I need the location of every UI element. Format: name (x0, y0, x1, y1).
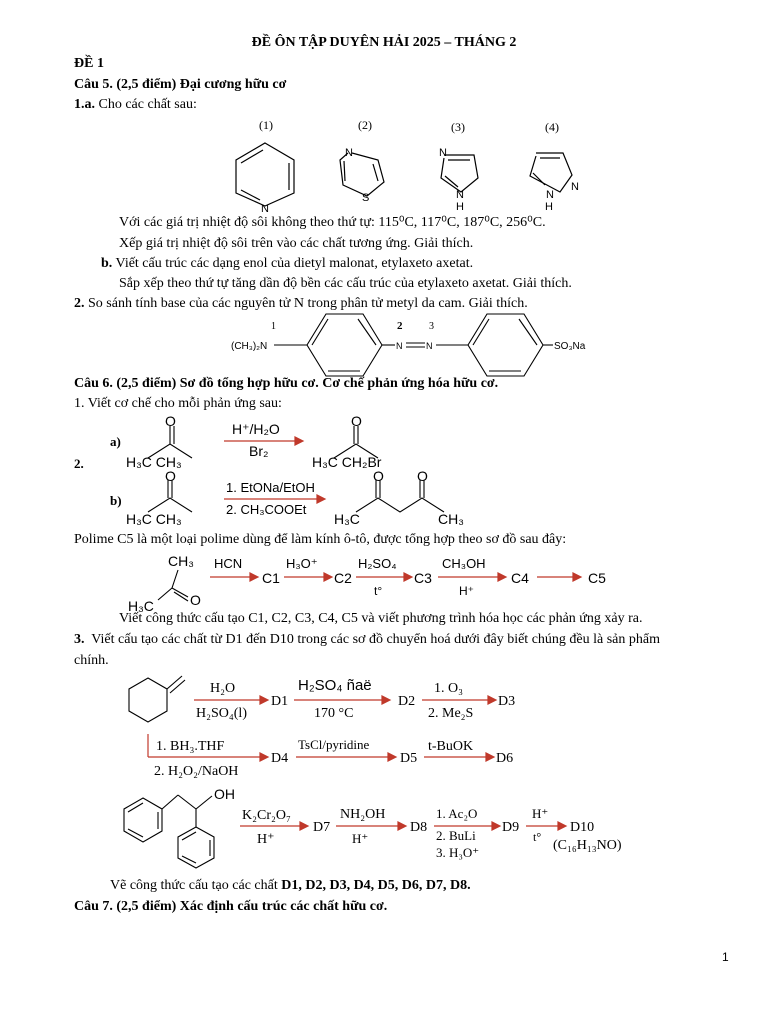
scheme-c3: C3 (414, 570, 432, 586)
scheme-r3-bottom: t° (374, 584, 383, 598)
scheme-r3-top: H₂SO₄ (358, 556, 397, 571)
acetone-o: O (190, 592, 201, 608)
question-5-title: Câu 5. (2,5 điểm) Đại cương hữu cơ (74, 77, 287, 92)
polime-line: Polime C5 là một loại polime dùng để làm kính ô-tô, được tổng hợp theo sơ đồ sau đây: (74, 532, 567, 547)
d-b3-top: t-BuOK (428, 739, 474, 754)
acetone-h3c: H₃C (128, 598, 154, 614)
d-d9: D9 (502, 820, 520, 835)
draw-line: Vẽ công thức cấu tạo các chất D1, D2, D3, D4, D5, D6, D7, D8. (110, 878, 471, 893)
q6-1: 1. Viết cơ chế cho mỗi phản ứng sau: (74, 396, 282, 411)
svg-text:CH₃: CH₃ (438, 511, 464, 527)
boiling-points-line: Với các giá trị nhiệt độ sôi không theo thứ tự: 115⁰C, 117⁰C, 187⁰C, 256⁰C. (119, 215, 546, 230)
d-a2-bottom: 170 °C (314, 706, 354, 721)
d-d10-formula: (C₁₆H₁₃NO) (553, 838, 622, 853)
mol-label-2: (2) (358, 118, 372, 132)
d-c4-top: H⁺ (532, 806, 549, 821)
dye-left-group: (CH₃)₂N (231, 341, 268, 352)
rxn-a-product: H₃C CH₂Br (312, 454, 382, 470)
svg-text:N: N (396, 341, 403, 351)
d-a1-top: H₂O (210, 681, 236, 696)
d-b1-top: 1. BH₃.THF (156, 739, 225, 754)
d-c2-bottom: H⁺ (352, 831, 369, 846)
d-b2-top: TsCl/pyridine (298, 737, 370, 752)
d-d8: D8 (410, 820, 428, 835)
exam-number: ĐỀ 1 (74, 56, 104, 71)
q6-2-label: 2. (74, 456, 84, 471)
svg-text:H: H (456, 201, 464, 213)
d-d5: D5 (400, 751, 418, 766)
q5-1a: 1.a. Cho các chất sau: (74, 97, 197, 112)
svg-text:H₃C: H₃C (334, 511, 360, 527)
q6-3-cont: chính. (74, 653, 109, 668)
d-b1-bottom: 2. H₂O₂/NaOH (154, 764, 239, 779)
mol-label-3: (3) (451, 120, 465, 134)
question-7-title: Câu 7. (2,5 điểm) Xác định cấu trúc các chất hữu cơ. (74, 899, 388, 914)
dye-n2: 2 (397, 320, 403, 332)
svg-text:N: N (426, 341, 433, 351)
dye-right-group: SO₃Na (554, 341, 586, 352)
d-d6: D6 (496, 751, 514, 766)
scheme-c5: C5 (588, 570, 606, 586)
rxn-a-reactant: H₃C CH₃ (126, 454, 182, 470)
scheme-r4-bottom: H⁺ (459, 584, 474, 598)
svg-text:O: O (165, 413, 176, 429)
d-oh: OH (214, 786, 235, 802)
d-c4-bottom: t° (533, 830, 542, 844)
d-d2: D2 (398, 694, 416, 709)
q6-3: 3. Viết cấu tạo các chất từ D1 đến D10 trong các sơ đồ chuyển hoá dưới đây biết chúng đều là sản phẩm (74, 632, 660, 647)
d-a1-bottom: H₂SO₄(l) (196, 706, 247, 721)
svg-text:N: N (456, 189, 464, 201)
svg-text:O: O (351, 413, 362, 429)
mol-label-4: (4) (545, 120, 559, 134)
d-c2-top: NH₂OH (340, 807, 386, 822)
scheme-r2: H₃O⁺ (286, 556, 318, 571)
scheme-c1: C1 (262, 570, 280, 586)
d-d7: D7 (313, 820, 331, 835)
d-c1-bottom: H⁺ (257, 832, 275, 847)
rxn-b-bottom: 2. CH₃COOEt (226, 502, 307, 517)
d-d4: D4 (271, 751, 289, 766)
page-title: ĐỀ ÔN TẬP DUYÊN HẢI 2025 – THÁNG 2 (251, 35, 517, 50)
svg-text:O: O (417, 468, 428, 484)
rxn-b-top: 1. EtONa/EtOH (226, 480, 315, 495)
d-d10: D10 (570, 820, 595, 835)
svg-text:N: N (546, 189, 554, 201)
scheme-r1: HCN (214, 556, 243, 571)
d-c1-top: K₂Cr₂O₇ (242, 808, 291, 823)
d-c3-l3: 3. H₃O⁺ (436, 845, 480, 860)
q5-1b-line2: Sắp xếp theo thứ tự tăng dần độ bền các cấu trúc của etylaxeto axetat. Giải thích. (119, 276, 572, 291)
rxn-b-reactant: H₃C CH₃ (126, 511, 182, 527)
dye-n1: 1 (271, 321, 276, 332)
write-c1-c5-line: Viết công thức cấu tạo C1, C2, C3, C4, C5 và viết phương trình hóa học các phản ứng xảy ra. (119, 611, 643, 626)
svg-text:N: N (261, 203, 269, 215)
rxn-a-top: H⁺/H₂O (232, 421, 280, 437)
d-d3: D3 (498, 694, 516, 709)
scheme-r4-top: CH₃OH (442, 556, 486, 571)
svg-text:H: H (545, 201, 553, 213)
d-c3-l2: 2. BuLi (436, 828, 476, 843)
rxn-b-label: b) (110, 493, 122, 508)
rxn-a-bottom: Br₂ (249, 443, 269, 459)
dye-n3: 3 (429, 321, 434, 332)
rxn-a-label: a) (110, 434, 121, 449)
q5-2: 2. So sánh tính base của các nguyên tử N trong phân tử metyl da cam. Giải thích. (74, 296, 528, 311)
svg-text:N: N (439, 147, 447, 159)
page-number: 1 (722, 950, 729, 964)
svg-text:N: N (345, 147, 353, 159)
q5-1b: b. Viết cấu trúc các dạng enol của dietyl malonat, etylaxeto axetat. (101, 256, 474, 271)
d-d1: D1 (271, 694, 289, 709)
acetone-ch3: CH₃ (168, 553, 194, 569)
scheme-c4: C4 (511, 570, 529, 586)
question-6-title: Câu 6. (2,5 điểm) Sơ đồ tổng hợp hữu cơ. Cơ chế phản ứng hóa hữu cơ. (74, 376, 499, 391)
d-a3-top: 1. O₃ (434, 681, 463, 696)
arrange-line: Xếp giá trị nhiệt độ sôi trên vào các chất tương ứng. Giải thích. (119, 236, 474, 251)
d-c3-l1: 1. Ac₂O (436, 806, 478, 821)
scheme-c2: C2 (334, 570, 352, 586)
svg-text:O: O (373, 468, 384, 484)
svg-text:S: S (362, 192, 370, 204)
svg-text:O: O (165, 468, 176, 484)
d-a2-top: H₂SO₄ ñaë (298, 677, 372, 694)
svg-text:N: N (571, 181, 579, 193)
d-a3-bottom: 2. Me₂S (428, 706, 474, 721)
mol-label-1: (1) (259, 118, 273, 132)
